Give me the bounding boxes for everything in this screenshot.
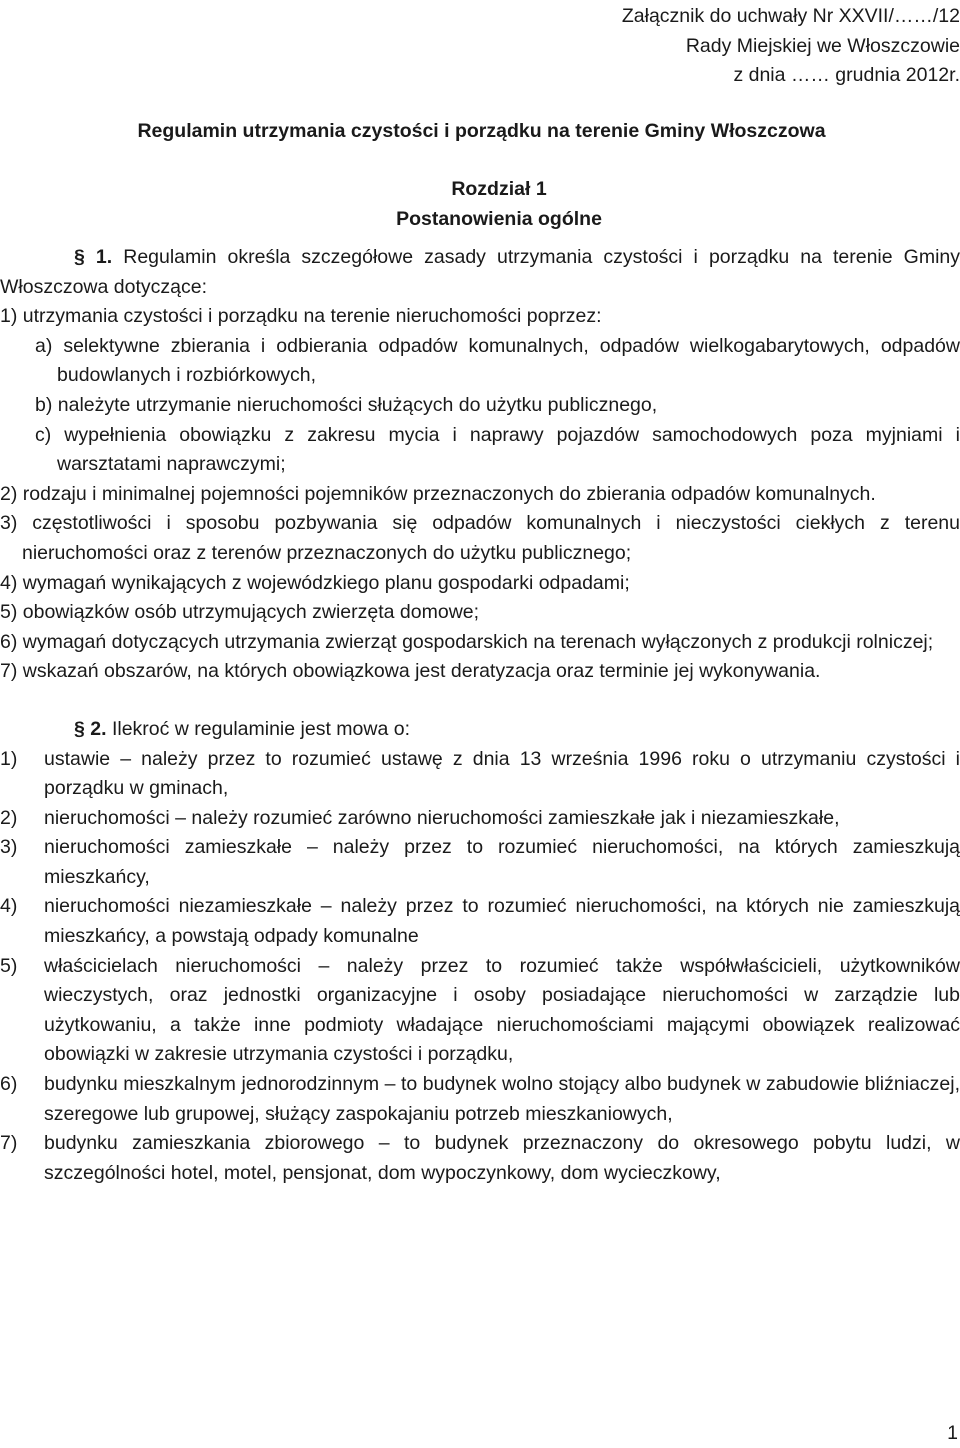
definition-item xyxy=(0,745,960,804)
section-1-mark: § 1. xyxy=(74,246,113,268)
definition-item xyxy=(0,1129,960,1188)
definition-item xyxy=(0,804,960,834)
definition-text: budynku mieszkalnym jednorodzinnym – to budynek wolno stojący albo budynek w zabudowie bliźniaczej, szeregowe lub grupowej, służący zaspokajaniu potrzeb mieszkaniowych, xyxy=(44,1073,960,1125)
chapter-number: Rozdział 1 xyxy=(451,178,547,200)
document-body xyxy=(0,243,960,1188)
section-1-item-1-sub-a: a) selektywne zbierania i odbierania odpadów komunalnych, odpadów wielkogabarytowych, odpadów budowlanych i rozbiórkowych, xyxy=(35,334,960,387)
attachment-line-resolution: Załącznik do uchwały Nr XXVII/……/12 xyxy=(621,5,960,27)
section-1-item-4: 4) wymagań wynikających z wojewódzkiego planu gospodarki odpadami; xyxy=(0,571,630,594)
section-2-mark: § 2. xyxy=(74,717,107,740)
section-2-intro xyxy=(0,715,960,745)
attachment-note xyxy=(622,2,960,91)
section-1-item-2: 2) rodzaju i minimalnej pojemności pojemników przeznaczonych do zbierania odpadów komunalnych. xyxy=(0,482,876,505)
section-2-intro-text: Ilekroć w regulaminie jest mowa o: xyxy=(111,717,410,740)
definition-number: 2) xyxy=(0,806,18,829)
definition-number: 1) xyxy=(0,747,18,770)
definition-text: właścicielach nieruchomości – należy przez to rozumieć także współwłaścicieli, użytkowników wieczystych, oraz jednostki organizacyjne i osoby posiadające nieruchomości w zarządzie lub użytkowaniu, a także inne podmioty władające nieruchomościami mającymi obowiązek realizować obowiązki w zakresie utrzymania czystości i porządku, xyxy=(44,954,960,1066)
section-1-intro xyxy=(0,243,960,302)
definition-text: nieruchomości zamieszkałe – należy przez to rozumieć nieruchomości, na których zamieszkują mieszkańcy, xyxy=(44,836,960,888)
section-1-item-1-sub-b: b) należyte utrzymanie nieruchomości służących do użytku publicznego, xyxy=(35,393,658,416)
definition-number: 3) xyxy=(0,836,18,859)
definition-number: 6) xyxy=(0,1073,18,1096)
document-title: Regulamin utrzymania czystości i porządku na terenie Gminy Włoszczowa xyxy=(137,120,826,142)
section-1-item-7: 7) wskazań obszarów, na których obowiązkowa jest deratyzacja oraz terminie jej wykonywania. xyxy=(0,660,821,683)
definitions-list xyxy=(0,745,960,1189)
definition-text: ustawie – należy przez to rozumieć ustawę z dnia 13 września 1996 roku o utrzymaniu czystości i porządku w gminach, xyxy=(44,747,960,800)
section-1-item-3: 3) częstotliwości i sposobu pozbywania się odpadów komunalnych i nieczystości ciekłych z terenu nieruchomości oraz z terenów przeznaczonych do użytku publicznego; xyxy=(0,512,960,564)
definition-item xyxy=(0,952,960,1070)
section-1-intro-text: Regulamin określa szczegółowe zasady utrzymania czystości i porządku na terenie Gminy Włoszczowa dotyczące: xyxy=(0,246,960,298)
attachment-line-council: Rady Miejskiej we Włoszczowie xyxy=(685,34,960,57)
section-1-item-5: 5) obowiązków osób utrzymujących zwierzęta domowe; xyxy=(0,601,480,624)
attachment-line-date: z dnia …… grudnia 2012r. xyxy=(733,64,960,86)
definition-item xyxy=(0,1070,960,1129)
chapter-name: Postanowienia ogólne xyxy=(396,208,602,230)
definition-item xyxy=(0,892,960,951)
section-1-item-6: 6) wymagań dotyczących utrzymania zwierząt gospodarskich na terenach wyłączonych z produkcji rolniczej; xyxy=(0,630,934,653)
chapter-heading xyxy=(0,174,960,234)
section-1-item-1: 1) utrzymania czystości i porządku na terenie nieruchomości poprzez: xyxy=(0,305,602,328)
definition-text: nieruchomości – należy rozumieć zarówno nieruchomości zamieszkałe jak i niezamieszkałe, xyxy=(44,806,840,829)
definition-item xyxy=(0,833,960,892)
definition-number: 7) xyxy=(0,1132,18,1155)
definition-number: 5) xyxy=(0,954,18,977)
page-number: 1 xyxy=(947,1422,958,1444)
definition-text: budynku zamieszkania zbiorowego – to budynek przeznaczony do okresowego pobytu ludzi, w szczególności hotel, motel, pensjonat, dom wypoczynkowy, dom wycieczkowy, xyxy=(44,1132,960,1184)
definition-text: nieruchomości niezamieszkałe – należy przez to rozumieć nieruchomości, na których nie zamieszkują mieszkańcy, a powstają odpady komunalne xyxy=(44,895,960,948)
section-1-item-1-sub-c: c) wypełnienia obowiązku z zakresu mycia i naprawy pojazdów samochodowych poza myjniami i warsztatami naprawczymi; xyxy=(35,423,960,476)
definition-number: 4) xyxy=(0,895,18,918)
